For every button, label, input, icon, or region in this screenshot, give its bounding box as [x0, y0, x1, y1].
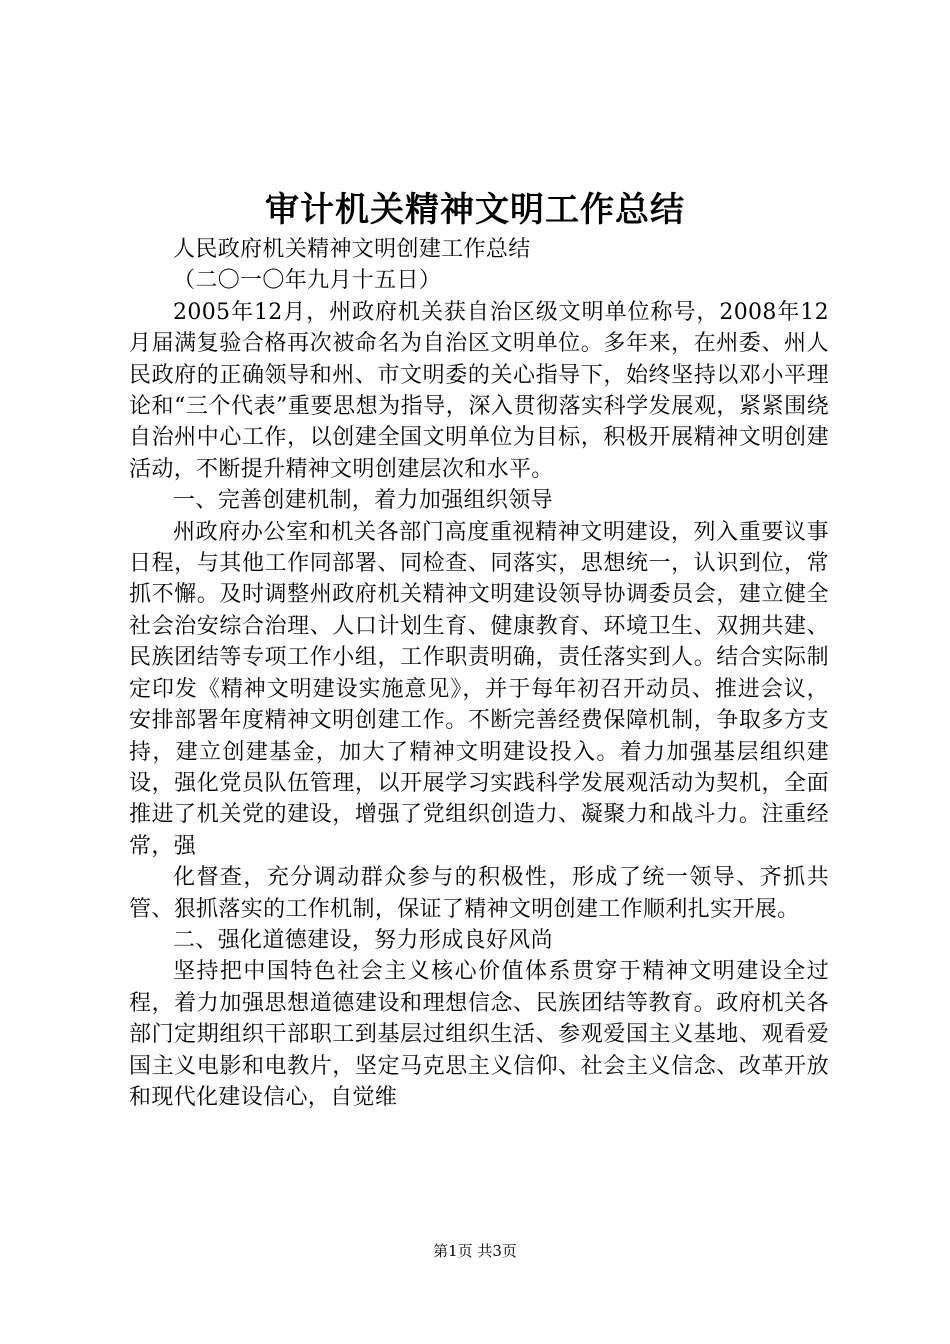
date-paragraph: （二〇一〇年九月十五日） — [173, 268, 442, 294]
section-1-continuation-paragraph: 化督查，充分调动群众参与的积极性，形成了统一领导、齐抓共管、狠抓落实的工作机制，保证了精神文明创建工作顺利扎实开展。 — [129, 865, 829, 922]
section-2-paragraph: 坚持把中国特色社会主义核心价值体系贯穿于精神文明建设全过程，着力加强思想道德建设和理想信念、民族团结等教育。政府机关各部门定期组织干部职工到基层过组织生活、参观爱国主义基地、观看爱国主义电影和电教片，坚定马克思主义信仰、社会主义信念、改革开放和现代化建设信心，自觉维 — [129, 959, 829, 1110]
intro-paragraph: 2005年12月，州政府机关获自治区级文明单位称号，2008年12月届满复验合格再次被命名为自治区文明单位。多年来，在州委、州人民政府的正确领导和州、市文明委的关心指导下，始终坚持以邓小平理论和“三个代表”重要思想为指导，深入贯彻落实科学发展观，紧紧围绕自治州中心工作，以创建全国文明单位为目标，积极开展精神文明创建活动，不断提升精神文明创建层次和水平。 — [129, 299, 829, 482]
section-heading-2: 二、强化道德建设，努力形成良好风尚 — [173, 927, 553, 953]
document-body — [129, 234, 829, 1113]
section-1-paragraph: 州政府办公室和机关各部门高度重视精神文明建设，列入重要议事日程，与其他工作同部署、同检查、同落实，思想统一，认识到位，常抓不懈。及时调整州政府机关精神文明建设领导协调委员会，建立健全社会治安综合治理、人口计划生育、健康教育、环境卫生、双拥共建、民族团结等专项工作小组，工作职责明确，责任落实到人。结合实际制定印发《精神文明建设实施意见》，并于每年初召开动员、推进会议，安排部署年度精神文明创建工作。不断完善经费保障机制，争取多方支持，建立创建基金，加大了精神文明建设投入。着力加强基层组织建设，强化党员队伍管理，以开展学习实践科学发展观活动为契机，全面推进了机关党的建设，增强了党组织创造力、凝聚力和战斗力。注重经常，强 — [129, 519, 829, 859]
document-title: 审计机关精神文明工作总结 — [265, 190, 685, 230]
page-footer: 第1页 共3页 — [433, 1242, 517, 1260]
section-heading-1: 一、完善创建机制，着力加强组织领导 — [173, 488, 553, 514]
subtitle-paragraph: 人民政府机关精神文明创建工作总结 — [173, 237, 531, 262]
